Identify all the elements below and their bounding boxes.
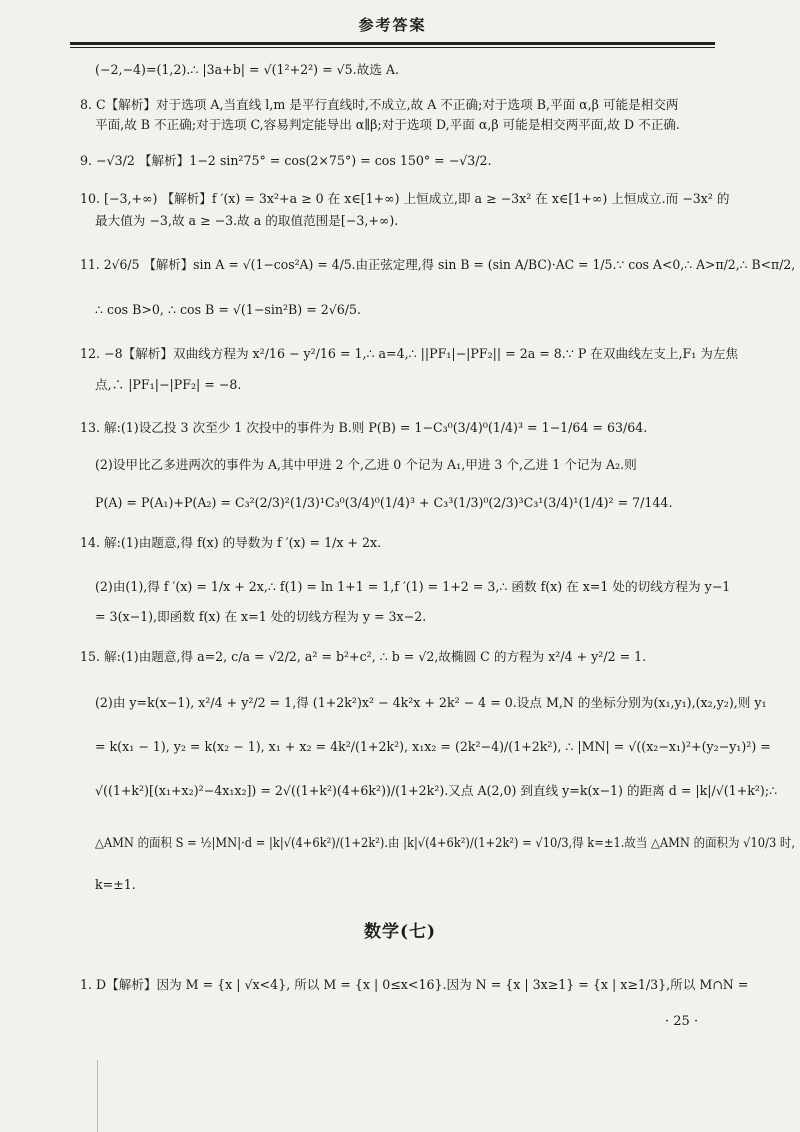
header-rule-thin xyxy=(70,47,715,48)
answer-13-line: 13. 解:(1)设乙投 3 次至少 1 次投中的事件为 B.则 P(B) = 1−C₃⁰(3/4)⁰(1/4)³ = 1−1/64 = 63/64. xyxy=(80,420,648,435)
header-rule xyxy=(70,42,715,45)
text-line: (2)由(1),得 f ′(x) = 1/x + 2x,∴ f(1) = ln 1+1 = 1,f ′(1) = 1+2 = 3,∴ 函数 f(x) 在 x=1 处的切线方程为 y−1 xyxy=(95,579,731,594)
text-line: △AMN 的面积 S = ½|MN|·d = |k|√(4+6k²)/(1+2k²).由 |k|√(4+6k²)/(1+2k²) = √10/3,得 k=±1.故当 △AMN 的面积为 √10/3 时, xyxy=(95,835,796,850)
text-line: ∴ cos B>0, ∴ cos B = √(1−sin²B) = 2√6/5. xyxy=(95,302,362,317)
text-line: (2)设甲比乙多进两次的事件为 A,其中甲进 2 个,乙进 0 个记为 A₁,甲进 3 个,乙进 1 个记为 A₂.则 xyxy=(95,457,637,472)
text-line: P(A) = P(A₁)+P(A₂) = C₃²(2/3)²(1/3)¹C₃⁰(3/4)⁰(1/4)³ + C₃³(1/3)⁰(2/3)³C₃¹(3/4)¹(1/4)² = 7/144. xyxy=(95,495,673,510)
answer-15-line: 15. 解:(1)由题意,得 a=2, c/a = √2/2, a² = b²+c², ∴ b = √2,故椭圆 C 的方程为 x²/4 + y²/2 = 1. xyxy=(80,649,647,664)
text-line: (−2,−4)=(1,2).∴ |3a+b| = √(1²+2²) = √5.故选 A. xyxy=(95,62,399,77)
text-line: = 3(x−1),即函数 f(x) 在 x=1 处的切线方程为 y = 3x−2. xyxy=(95,609,427,624)
section-title: 数学(七) xyxy=(363,922,437,942)
text-line: 点,∴ |PF₁|−|PF₂| = −8. xyxy=(95,377,242,392)
answer-10-line: 10. [−3,+∞) 【解析】f ′(x) = 3x²+a ≥ 0 在 x∈[1+∞) 上恒成立,即 a ≥ −3x² 在 x∈[1+∞) 上恒成立.而 −3x² 的 xyxy=(80,191,730,206)
text-line: k=±1. xyxy=(95,877,136,892)
text-line: (2)由 y=k(x−1), x²/4 + y²/2 = 1,得 (1+2k²)x² − 4k²x + 2k² − 4 = 0.设点 M,N 的坐标分别为(x₁,y₁),(x₂,y₂),则 y₁ xyxy=(95,695,767,710)
answer-11-line: 11. 2√6/5 【解析】sin A = √(1−cos²A) = 4/5.由正弦定理,得 sin B = (sin A/BC)·AC = 1/5.∵ cos A<0,∴ A>π/2,∴ B<π/2, xyxy=(80,257,796,272)
text-line: 最大值为 −3,故 a ≥ −3.故 a 的取值范围是[−3,+∞). xyxy=(95,213,399,228)
answer-8-line: 8. C【解析】对于选项 A,当直线 l,m 是平行直线时,不成立,故 A 不正确;对于选项 B,平面 α,β 可能是相交两 xyxy=(80,97,679,112)
running-header: 参考答案 xyxy=(358,16,427,34)
binding-margin-line xyxy=(97,1060,98,1132)
answer-12-line: 12. −8【解析】双曲线方程为 x²/16 − y²/16 = 1,∴ a=4,∴ ||PF₁|−|PF₂|| = 2a = 8.∵ P 在双曲线左支上,F₁ 为左焦 xyxy=(80,346,739,361)
answer-9-line: 9. −√3/2 【解析】1−2 sin²75° = cos(2×75°) = cos 150° = −√3/2. xyxy=(80,153,492,168)
answer-14-line: 14. 解:(1)由题意,得 f(x) 的导数为 f ′(x) = 1/x + 2x. xyxy=(80,535,382,550)
answer-1-line: 1. D【解析】因为 M = {x | √x<4}, 所以 M = {x | 0≤x<16}.因为 N = {x | 3x≥1} = {x | x≥1/3},所以 M∩N = xyxy=(80,977,749,992)
text-line: 平面,故 B 不正确;对于选项 C,容易判定能导出 α∥β;对于选项 D,平面 α,β 可能是相交两平面,故 D 不正确. xyxy=(95,117,680,132)
page-number: · 25 · xyxy=(665,1014,699,1029)
text-line: √((1+k²)[(x₁+x₂)²−4x₁x₂]) = 2√((1+k²)(4+6k²))/(1+2k²).又点 A(2,0) 到直线 y=k(x−1) 的距离 d = |k|/√(1+k²);∴ xyxy=(95,783,778,798)
text-line: = k(x₁ − 1), y₂ = k(x₂ − 1), x₁ + x₂ = 4k²/(1+2k²), x₁x₂ = (2k²−4)/(1+2k²), ∴ |MN| = √((x₂−x₁)²+(y₂−y₁)²) = xyxy=(95,739,771,754)
